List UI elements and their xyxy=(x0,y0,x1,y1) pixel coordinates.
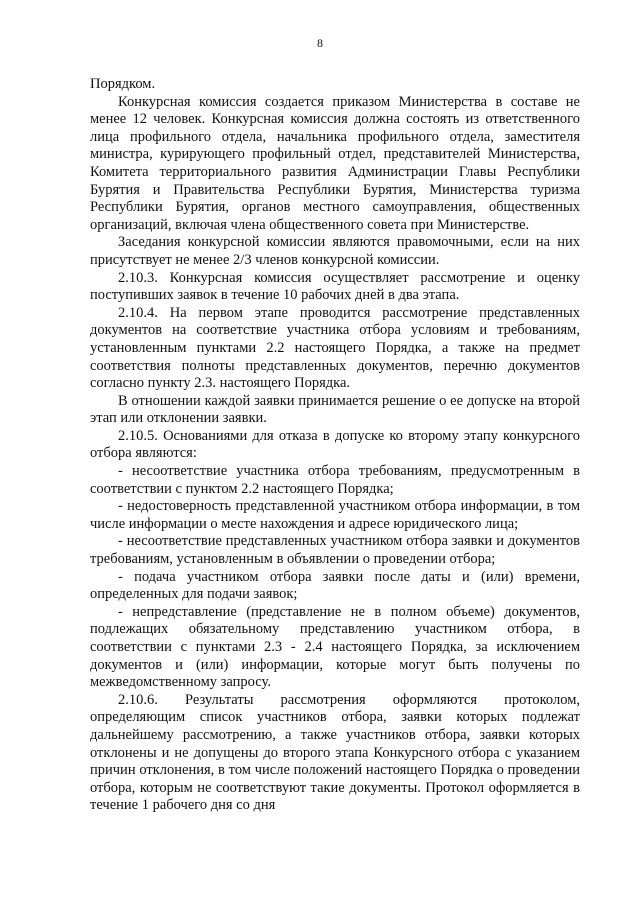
paragraph-commission-composition: Конкурсная комиссия создается приказом Министерства в составе не менее 12 человек. Конкурсная комиссия должна состоять из ответственного лица профильного отдела, начальника профильного отдела, заместителя министра, курирующего профильный отдел, представителей Министерства, Комитета территориального развития Администрации Главы Республики Бурятия и Правительства Республики Бурятия, Министерства туризма Республики Бурятия, органов местного самоуправления, общественных организаций, включая члена общественного совета при Министерстве. xyxy=(90,93,580,233)
paragraph-2-10-3: 2.10.3. Конкурсная комиссия осуществляет рассмотрение и оценку поступивших заявок в течение 10 рабочих дней в два этапа. xyxy=(90,269,580,304)
list-item-document-mismatch: - несоответствие представленных участником отбора заявки и документов требованиям, установленным в объявлении о проведении отбора; xyxy=(90,533,580,568)
list-item-late-submission: - подача участником отбора заявки после даты и (или) времени, определенных для подачи заявок; xyxy=(90,568,580,603)
paragraph-quorum: Заседания конкурсной комиссии являются правомочными, если на них присутствует не менее 2/3 членов конкурсной комиссии. xyxy=(90,234,580,268)
paragraph-2-10-5: 2.10.5. Основаниями для отказа в допуске ко второму этапу конкурсного отбора являются: xyxy=(90,427,580,462)
page-number: 8 xyxy=(317,36,323,50)
paragraph-2-10-4: 2.10.4. На первом этапе проводится рассмотрение представленных документов на соответствие участника отбора условиям и требованиям, установленным пунктами 2.2 настоящего Порядка, а также на предмет соответствия полноты представленных документов, перечню документов согласно пункту 2.3. настоящего Порядка. xyxy=(90,304,580,392)
paragraph-continuation: Порядком. xyxy=(90,76,156,92)
paragraph-2-10-6: 2.10.6. Результаты рассмотрения оформляются протоколом, определяющим список участников отбора, заявки которых подлежат дальнейшему рассмотрению, а также участников отбора, заявки которых отклонены и не допущены до второго этапа Конкурсного отбора с указанием причин отклонения, в том числе положений настоящего Порядка о проведении отбора, которым не соответствуют такие документы. Протокол оформляется в течение 1 рабочего дня со дня xyxy=(90,691,580,814)
list-item-missing-documents: - непредставление (представление не в полном объеме) документов, подлежащих обязательному представлению участником отбора, в соответствии с пунктами 2.3 - 2.4 настоящего Порядка, за исключением документов и (или) информации, которые могут быть получены по межведомственному запросу. xyxy=(90,603,580,691)
paragraph-decision: В отношении каждой заявки принимается решение о ее допуске на второй этап или отклонении заявки. xyxy=(90,392,580,427)
document-body xyxy=(90,76,580,815)
list-item-requirements: - несоответствие участника отбора требованиям, предусмотренным в соответствии с пунктом 2.2 настоящего Порядка; xyxy=(90,463,580,497)
list-item-unreliable-info: - недостоверность представленной участником отбора информации, в том числе информации о месте нахождения и адресе юридического лица; xyxy=(90,498,580,532)
